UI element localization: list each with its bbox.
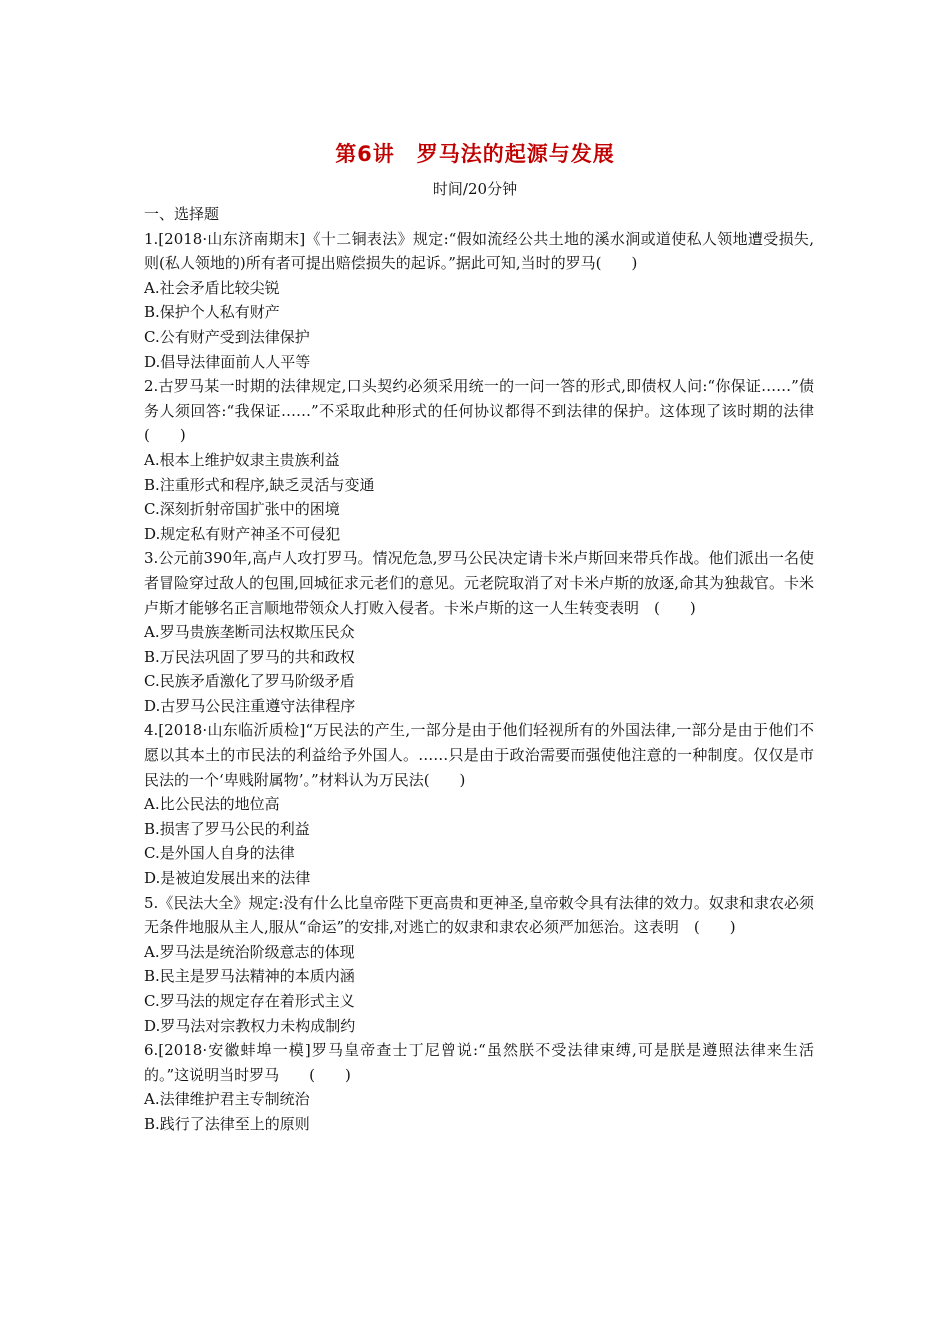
option-a: A.根本上维护奴隶主贵族利益 <box>144 450 340 469</box>
question-1 <box>144 227 814 375</box>
section-heading: 一、选择题 <box>144 205 220 223</box>
question-list <box>144 202 845 1137</box>
option-d: D.倡导法律面前人人平等 <box>144 352 311 371</box>
question-2 <box>144 374 845 546</box>
question-stem: 1.[2018·山东济南期末]《十二铜表法》规定:“假如流经公共土地的溪水涧或道使私人领地遭受损失,则(私人领地的)所有者可提出赔偿损失的起诉。”据此可知,当时的罗马( ) <box>144 229 814 273</box>
option-c: C.是外国人自身的法律 <box>144 844 295 863</box>
option-b: B.民主是罗马法精神的本质内涵 <box>144 967 355 986</box>
question-6 <box>144 1038 814 1136</box>
question-stem: 6.[2018·安徽蚌埠一模]罗马皇帝查士丁尼曾说:“虽然朕不受法律束缚,可是朕是遵照法律来生活的。”这说明当时罗马 ( ) <box>144 1041 814 1084</box>
option-b: B.损害了罗马公民的利益 <box>144 819 310 838</box>
question-stem: 2.古罗马某一时期的法律规定,口头契约必须采用统一的一问一答的形式,即债权人问:“你保证……”债务人须回答:“我保证……”不采取此种形式的任何协议都得不到法律的保护。这体现了该时期的法律 ( ) <box>144 377 845 445</box>
option-d: D.古罗马公民注重遵守法律程序 <box>144 696 356 715</box>
option-a: A.法律维护君主专制统治 <box>144 1090 310 1109</box>
option-b: B.践行了法律至上的原则 <box>144 1114 310 1133</box>
option-a: A.比公民法的地位高 <box>144 795 280 814</box>
question-5 <box>144 891 814 1039</box>
lesson-title: 第6讲 罗马法的起源与发展 <box>335 142 615 166</box>
option-b: B.万民法巩固了罗马的共和政权 <box>144 647 355 666</box>
option-d: D.罗马法对宗教权力未构成制约 <box>144 1016 356 1035</box>
option-a: A.罗马法是统治阶级意志的体现 <box>144 942 355 961</box>
option-c: C.深刻折射帝国扩张中的困境 <box>144 500 340 519</box>
time-limit: 时间/20分钟 <box>432 180 518 198</box>
question-3 <box>144 546 814 718</box>
question-stem: 5.《民法大全》规定:没有什么比皇帝陛下更高贵和更神圣,皇帝敕令具有法律的效力。奴隶和隶农必须无条件地服从主人,服从“命运”的安排,对逃亡的奴隶和隶农必须严加惩治。这表明 ( ) <box>144 893 814 937</box>
option-c: C.公有财产受到法律保护 <box>144 327 310 346</box>
option-c: C.民族矛盾激化了罗马阶级矛盾 <box>144 672 355 691</box>
option-d: D.规定私有财产神圣不可侵犯 <box>144 524 341 543</box>
option-b: B.注重形式和程序,缺乏灵活与变通 <box>144 475 375 494</box>
option-b: B.保护个人私有财产 <box>144 303 280 322</box>
question-stem: 3.公元前390年,高卢人攻打罗马。情况危急,罗马公民决定请卡米卢斯回来带兵作战。他们派出一名使者冒险穿过敌人的包围,回城征求元老们的意见。元老院取消了对卡米卢斯的放逐,命其为独裁官。卡米卢斯才能够名正言顺地带领众人打败入侵者。卡米卢斯的这一人生转变表明 ( ) <box>144 549 814 617</box>
question-4 <box>144 718 814 890</box>
question-stem: 4.[2018·山东临沂质检]“万民法的产生,一部分是由于他们轻视所有的外国法律,一部分是由于他们不愿以其本土的市民法的利益给予外国人。……只是由于政治需要而强使他注意的一种制度。仅仅是市民法的一个‘卑贱附属物’。”材料认为万民法( ) <box>144 721 814 789</box>
option-d: D.是被迫发展出来的法律 <box>144 869 311 888</box>
option-a: A.罗马贵族垄断司法权欺压民众 <box>144 623 355 642</box>
option-a: A.社会矛盾比较尖锐 <box>144 278 280 297</box>
option-c: C.罗马法的规定存在着形式主义 <box>144 992 355 1010</box>
